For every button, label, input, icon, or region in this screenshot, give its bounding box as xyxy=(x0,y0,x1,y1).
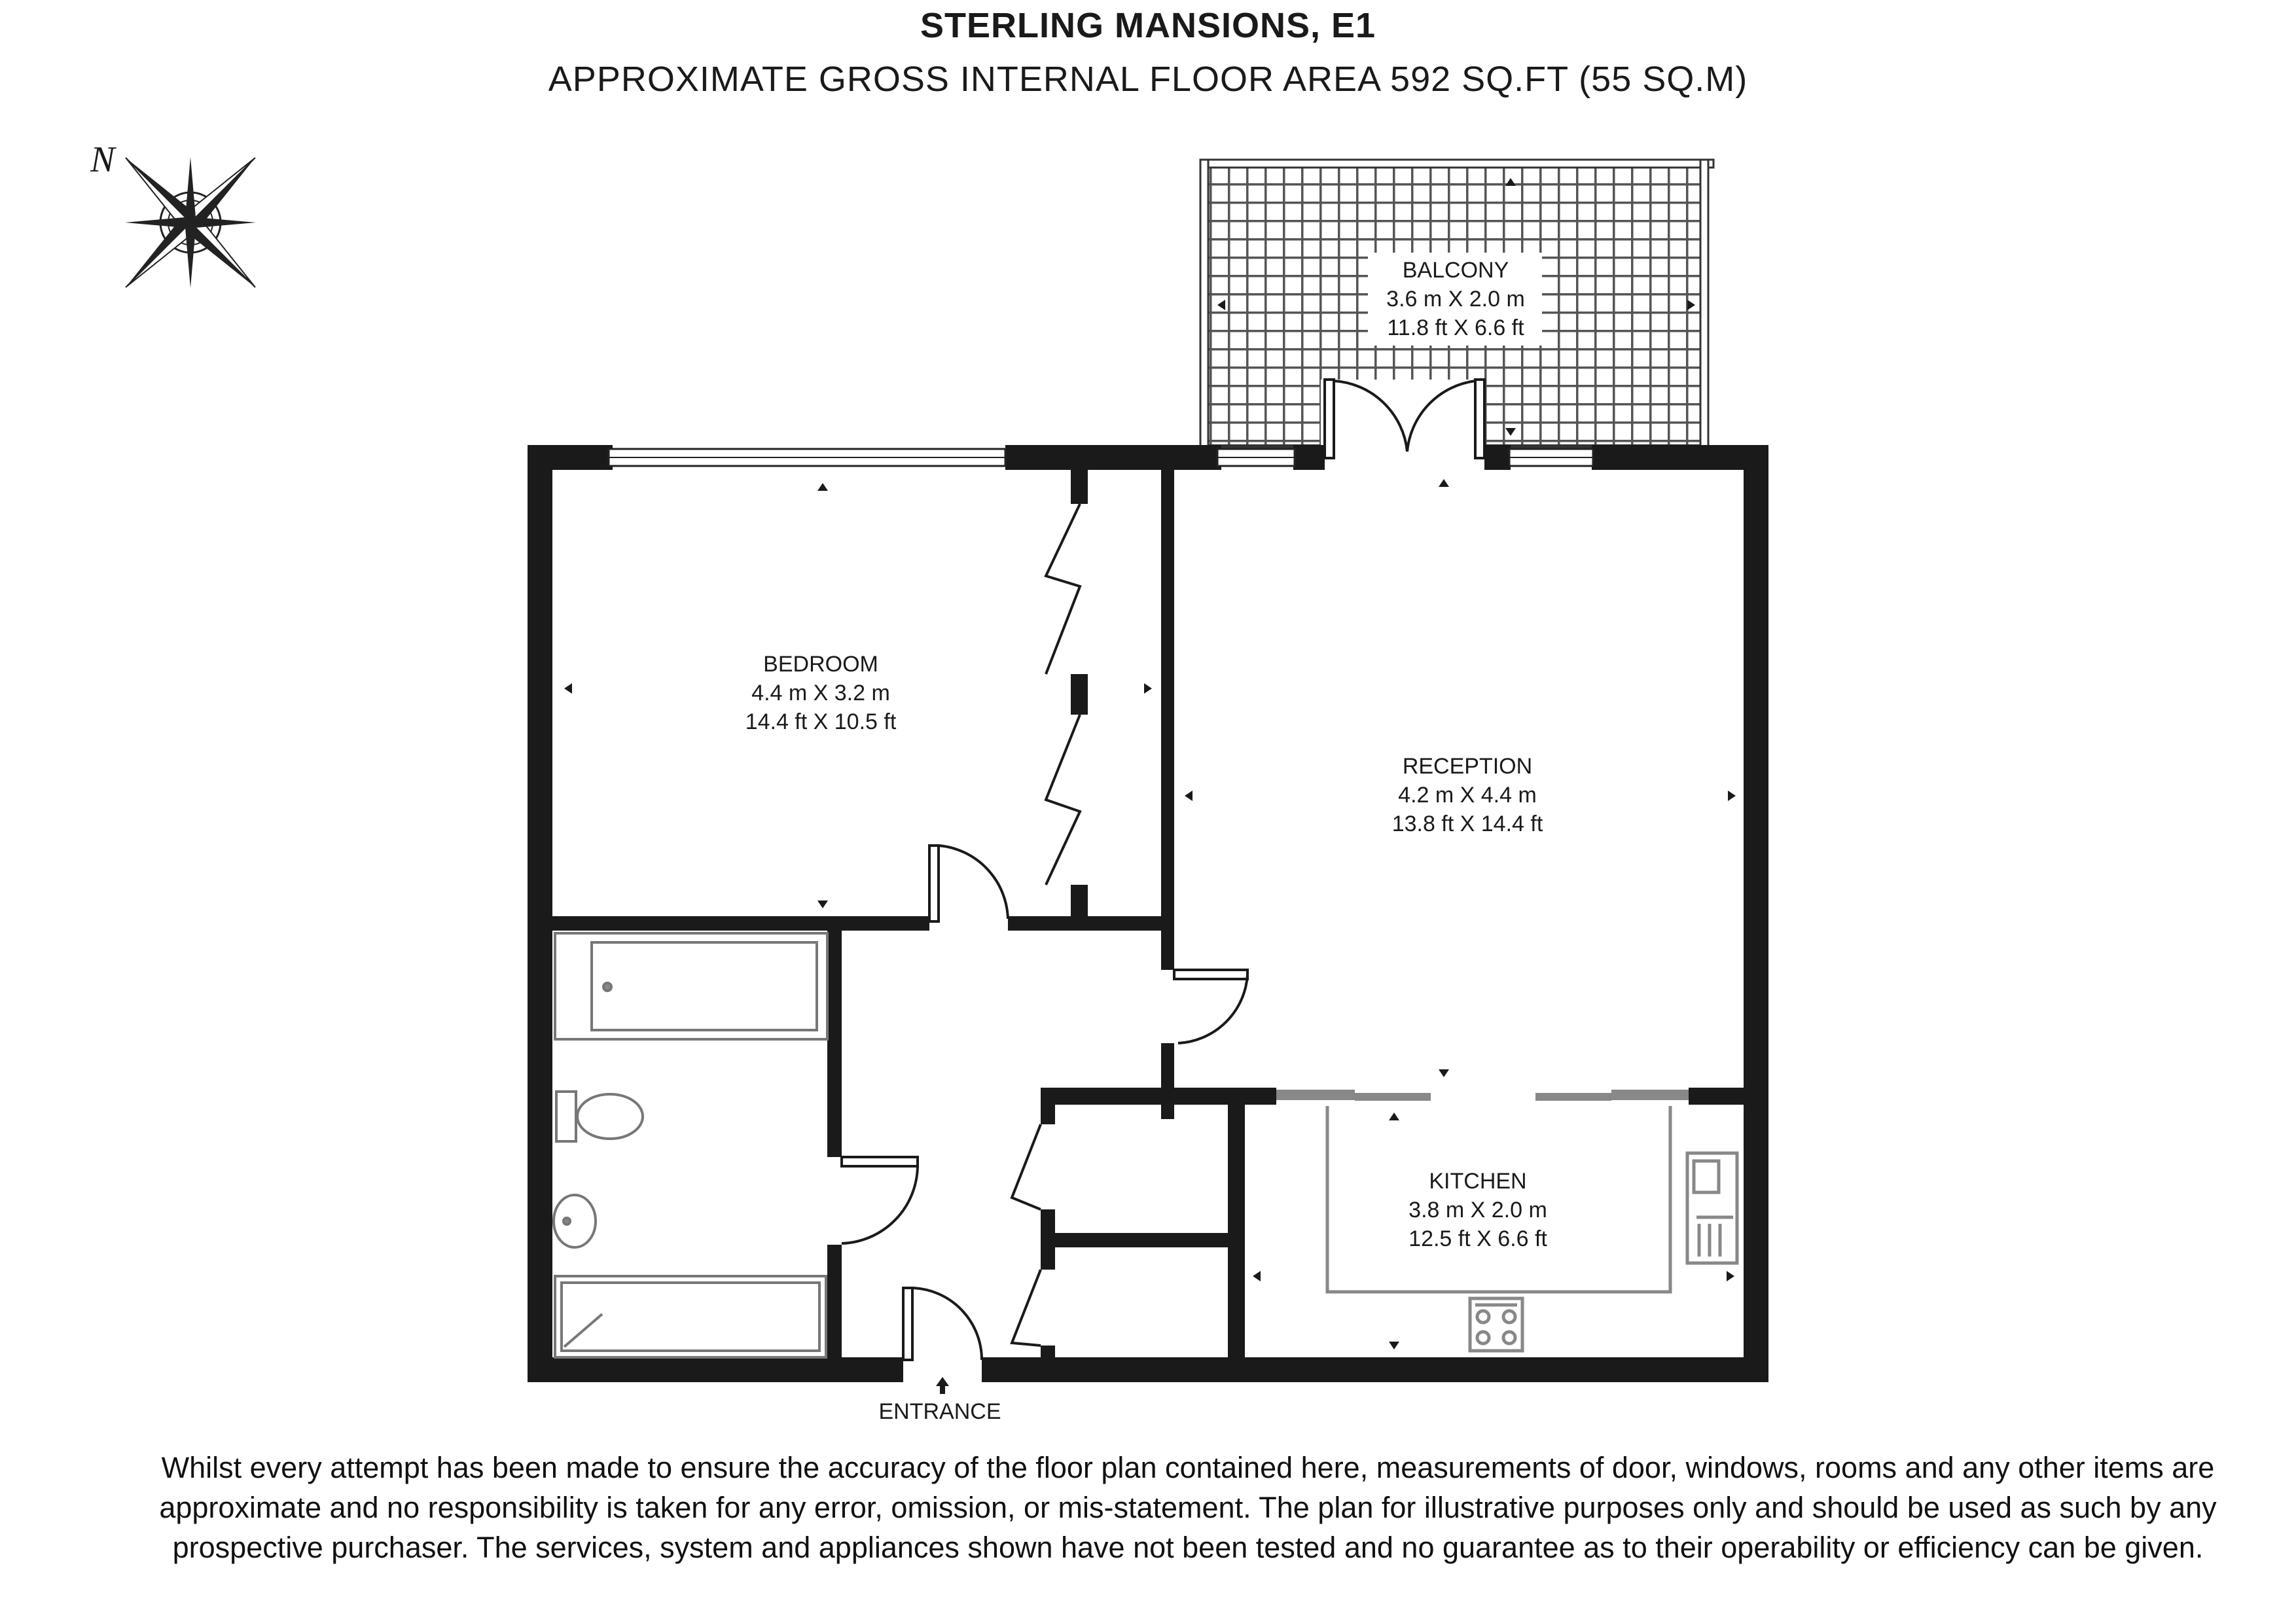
floor-area-subtitle: APPROXIMATE GROSS INTERNAL FLOOR AREA 592 SQ.FT (55 SQ.M) xyxy=(548,60,1748,99)
kitchen-arrow-left xyxy=(1253,1271,1261,1281)
kitchen-arrow-top xyxy=(1389,1113,1399,1120)
entrance-label: ENTRANCE xyxy=(878,1399,1001,1424)
balcony-metric: 3.6 m X 2.0 m xyxy=(1386,287,1525,312)
bedroom-arrow-bottom xyxy=(817,901,828,908)
bathroom-fixtures xyxy=(554,933,827,1357)
balcony-imperial: 11.8 ft X 6.6 ft xyxy=(1387,315,1524,340)
balcony-name: BALCONY xyxy=(1402,258,1509,283)
bedroom-metric: 4.4 m X 3.2 m xyxy=(751,681,890,705)
reception-arrow-top xyxy=(1439,479,1449,487)
reception-arrow-left xyxy=(1185,791,1193,801)
compass-north-label: N xyxy=(90,139,115,180)
reception-metric: 4.2 m X 4.4 m xyxy=(1398,783,1537,808)
reception-arrow-right xyxy=(1728,791,1736,801)
reception-name: RECEPTION xyxy=(1402,754,1533,779)
bedroom-imperial: 14.4 ft X 10.5 ft xyxy=(745,709,897,734)
kitchen-arrow-right xyxy=(1727,1271,1734,1281)
basin-icon xyxy=(554,1195,596,1247)
kitchen-imperial: 12.5 ft X 6.6 ft xyxy=(1408,1226,1547,1251)
reception-imperial: 13.8 ft X 14.4 ft xyxy=(1391,812,1543,836)
compass-rose-icon xyxy=(61,93,320,352)
walls xyxy=(528,445,1768,1382)
kitchen-metric: 3.8 m X 2.0 m xyxy=(1408,1198,1547,1222)
plan-title: STERLING MANSIONS, E1 xyxy=(920,6,1376,45)
toilet-icon xyxy=(577,1094,643,1139)
bedroom-arrow-top xyxy=(817,483,828,491)
disclaimer-text: Whilst every attempt has been made to ensure the accuracy of the floor plan contained here, measurements of door, windows, rooms and any other items are approximate and no responsibility is taken for any error, omission, or mis-statement. The plan for illustrative purposes only and should be used as such by any prospective purchaser. The services, system and appliances shown have not been tested and no guarantee as to their operability or efficiency can be given. xyxy=(159,1451,2217,1564)
toilet-cistern-icon xyxy=(556,1092,576,1141)
reception-arrow-bottom xyxy=(1439,1069,1449,1077)
kitchen-name: KITCHEN xyxy=(1429,1169,1527,1194)
entrance-arrow-icon xyxy=(936,1377,949,1386)
bedroom-name: BEDROOM xyxy=(763,652,878,677)
bedroom-arrow-left xyxy=(564,683,572,694)
kitchen-arrow-bottom xyxy=(1389,1342,1399,1349)
bedroom-arrow-right xyxy=(1144,683,1152,694)
kitchen-sliding-doors xyxy=(1276,1090,1689,1101)
